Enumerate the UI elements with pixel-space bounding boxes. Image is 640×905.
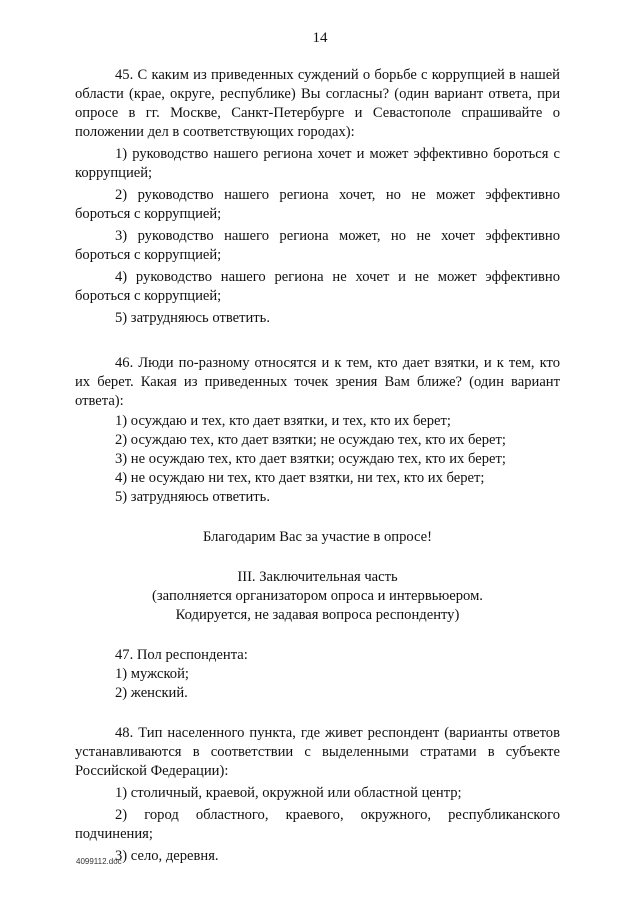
section-3-title: III. Заключительная часть bbox=[237, 569, 398, 585]
question-48-text: 48. Тип населенного пункта, где живет респондент (варианты ответов устанавливаются в соответствии с выделенными стратами в субъекте Российской Федерации): bbox=[75, 725, 560, 779]
question-48-option-2: 2) город областного, краевого, окружного, республиканского подчинения; bbox=[75, 807, 560, 842]
question-46 bbox=[75, 354, 560, 507]
question-47 bbox=[75, 646, 560, 703]
question-45-option-1: 1) руководство нашего региона хочет и может эффективно бороться с коррупцией; bbox=[75, 146, 560, 181]
question-48 bbox=[75, 724, 560, 866]
question-46-option-2: 2) осуждаю тех, кто дает взятки; не осуждаю тех, кто их берет; bbox=[115, 432, 506, 448]
question-45-text: 45. С каким из приведенных суждений о борьбе с коррупцией в нашей области (крае, округе, республике) Вы согласны? (один вариант ответа, при опросе в гг. Москве, Санкт-Петербурге и Севастополе спрашивайте о положении дел в соответствующих городах): bbox=[75, 67, 560, 140]
question-46-option-1: 1) осуждаю и тех, кто дает взятки, и тех, кто их берет; bbox=[115, 413, 451, 429]
question-46-option-3: 3) не осуждаю тех, кто дает взятки; осуждаю тех, кто их берет; bbox=[115, 451, 506, 467]
file-name-footer: 4099112.doc bbox=[76, 857, 122, 866]
question-45 bbox=[75, 66, 560, 328]
question-48-option-1: 1) столичный, краевой, окружной или областной центр; bbox=[115, 785, 462, 801]
question-45-option-4: 4) руководство нашего региона не хочет и не может эффективно бороться с коррупцией; bbox=[75, 269, 560, 304]
question-46-option-4: 4) не осуждаю ни тех, кто дает взятки, ни тех, кто их берет; bbox=[115, 470, 485, 486]
thanks-message: Благодарим Вас за участие в опросе! bbox=[202, 529, 433, 545]
question-47-option-2: 2) женский. bbox=[115, 685, 188, 701]
page-content bbox=[75, 66, 560, 866]
question-46-text: 46. Люди по-разному относятся и к тем, кто дает взятки, и к тем, кто их берет. Какая из приведенных точек зрения Вам ближе? (один вариант ответа): bbox=[75, 355, 560, 409]
section-3-header bbox=[75, 568, 560, 625]
page-number: 14 bbox=[312, 30, 328, 46]
question-45-option-2: 2) руководство нашего региона хочет, но не может эффективно бороться с коррупцией; bbox=[75, 187, 560, 222]
question-47-text: 47. Пол респондента: bbox=[115, 647, 248, 663]
question-47-option-1: 1) мужской; bbox=[115, 666, 189, 682]
question-45-option-3: 3) руководство нашего региона может, но не хочет эффективно бороться с коррупцией; bbox=[75, 228, 560, 263]
section-3-note-line-2: Кодируется, не задавая вопроса респонденту) bbox=[175, 607, 460, 623]
question-45-option-5: 5) затрудняюсь ответить. bbox=[115, 310, 270, 326]
question-48-option-3: 3) село, деревня. bbox=[115, 848, 219, 864]
question-46-option-5: 5) затрудняюсь ответить. bbox=[115, 489, 270, 505]
section-3-note-line-1: (заполняется организатором опроса и интервьюером. bbox=[152, 588, 483, 604]
